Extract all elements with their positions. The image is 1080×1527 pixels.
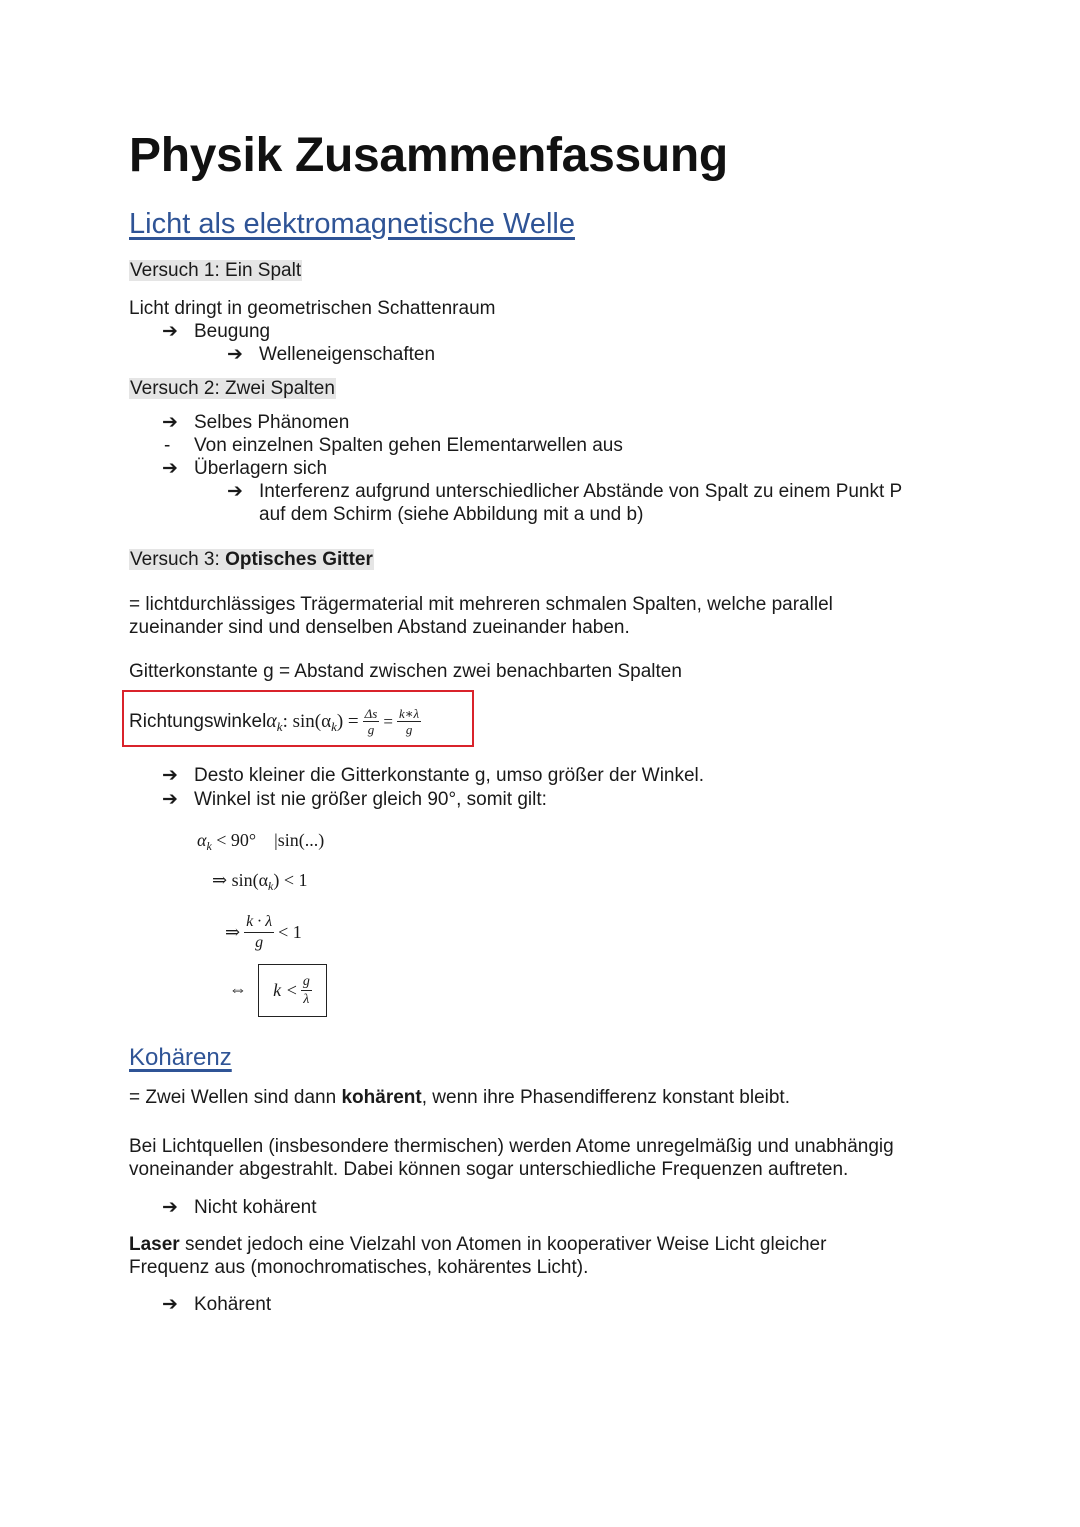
- versuch1-text: Licht dringt in geometrischen Schattenraum: [129, 298, 496, 319]
- lichtquellen-line2: voneinander abgestrahlt. Dabei können sogar unterschiedliche Frequenzen auftreten.: [129, 1159, 849, 1180]
- gitter-definition-line2: zueinander sind und denselben Abstand zueinander haben.: [129, 617, 630, 638]
- fraction-k-lambda-g: $\frac{k \cdot \lambda}{g}$: [246, 913, 273, 951]
- versuch1-label: Versuch 1: Ein Spalt: [130, 260, 302, 281]
- math-line-3: ⇒ $\frac{k \cdot \lambda}{g}$ < 1: [225, 913, 302, 951]
- versuch2-label: Versuch 2: Zwei Spalten: [130, 378, 335, 399]
- page-title: Physik Zusammenfassung: [129, 129, 728, 182]
- fraction-k-lambda-over-g: $\frac{k∗\lambda}{g}$: [398, 706, 420, 737]
- math-line-4-arrow: ⇔: [229, 979, 247, 999]
- bullet-beugung: Beugung: [194, 321, 271, 342]
- arrow-icon: ➔: [162, 412, 178, 433]
- laser-line1: Laser sendet jedoch eine Vielzahl von Atomen in kooperativer Weise Licht gleicher: [129, 1234, 827, 1255]
- section-heading-kohaerenz: Kohärenz: [129, 1044, 232, 1071]
- laser-line2: Frequenz aus (monochromatisches, kohärentes Licht).: [129, 1257, 589, 1278]
- dash-icon: -: [164, 435, 171, 456]
- bullet-welleneigenschaften: Welleneigenschaften: [259, 344, 436, 365]
- fraction-g-over-lambda: $\frac{g}{\lambda}$: [302, 974, 310, 1007]
- bullet-winkel-nie: Winkel ist nie größer gleich 90°, somit gilt:: [194, 789, 547, 810]
- arrow-icon: ➔: [162, 1197, 178, 1218]
- arrow-icon: ➔: [227, 344, 243, 365]
- arrow-icon: ➔: [227, 481, 243, 502]
- versuch3-label: Versuch 3: Optisches Gitter: [130, 549, 373, 570]
- bullet-desto-kleiner: Desto kleiner die Gitterkonstante g, umso größer der Winkel.: [194, 765, 705, 786]
- kohaerenz-definition: = Zwei Wellen sind dann kohärent, wenn ihre Phasendifferenz konstant bleibt.: [129, 1087, 790, 1108]
- bullet-ueberlagern: Überlagern sich: [194, 458, 328, 479]
- arrow-icon: ➔: [162, 458, 178, 479]
- bullet-kohaerent: Kohärent: [194, 1294, 272, 1315]
- bullet-elementarwellen: Von einzelnen Spalten gehen Elementarwellen aus: [194, 435, 623, 456]
- arrow-icon: ➔: [162, 789, 178, 810]
- bullet-interferenz-line1: Interferenz aufgrund unterschiedlicher Abstände von Spalt zu einem Punkt P: [259, 481, 903, 502]
- richtungswinkel-formula: Richtungswinkel α k : sin(α k ) = $\frac{\Delta s}{g}$ = $\frac{k∗\lambda}{g}$: [129, 706, 420, 737]
- math-line-1: $\alpha_k < 90^\circ$ |sin(...): [197, 830, 325, 853]
- arrow-icon: ➔: [162, 1294, 178, 1315]
- arrow-icon: ➔: [162, 321, 178, 342]
- gitter-definition-line1: = lichtdurchlässiges Trägermaterial mit mehreren schmalen Spalten, welche parallel: [129, 594, 833, 615]
- bullet-nicht-kohaerent: Nicht kohärent: [194, 1197, 317, 1218]
- gitterkonstante-text: Gitterkonstante g = Abstand zwischen zwei benachbarten Spalten: [129, 661, 682, 682]
- lichtquellen-line1: Bei Lichtquellen (insbesondere thermischen) werden Atome unregelmäßig und unabhängig: [129, 1136, 894, 1157]
- bullet-selbes-phaenomen: Selbes Phänomen: [194, 412, 350, 433]
- bullet-interferenz-line2: auf dem Schirm (siehe Abbildung mit a und b): [259, 504, 644, 525]
- arrow-icon: ➔: [162, 765, 178, 786]
- math-line-2: ⇒ $\sin(\alpha_k) < 1$: [212, 870, 308, 893]
- section-heading-welle: Licht als elektromagnetische Welle: [129, 208, 575, 240]
- fraction-delta-s-over-g: $\frac{\Delta s}{g}$: [364, 706, 378, 737]
- math-result-box: k < $\frac{g}{\lambda}$: [258, 964, 327, 1017]
